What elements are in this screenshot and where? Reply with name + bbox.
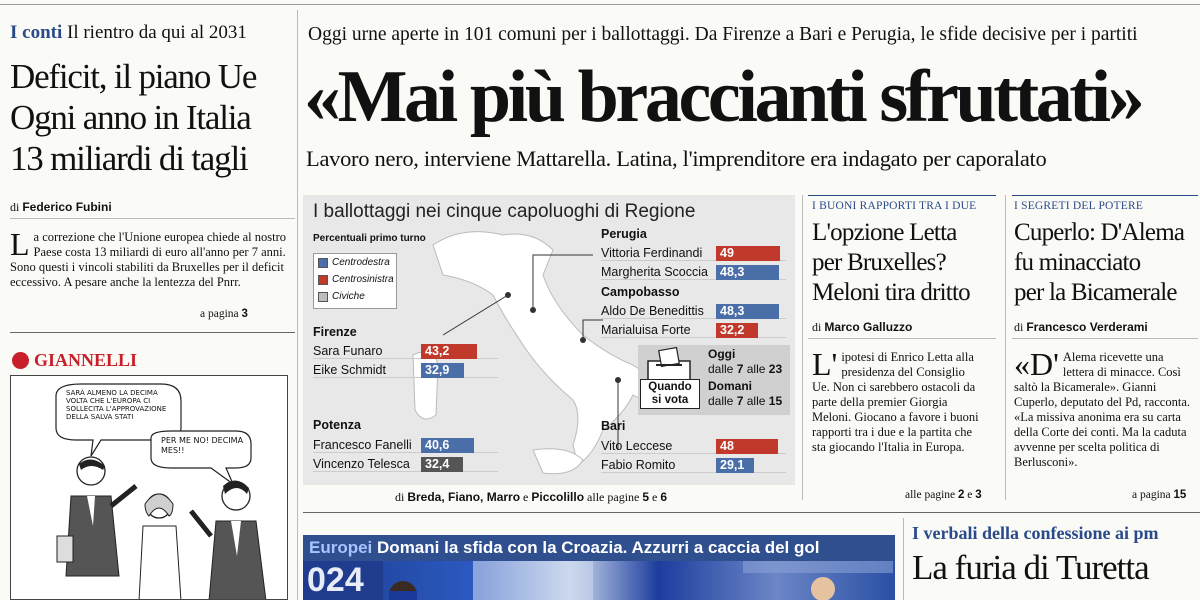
city-label: Campobasso [601, 285, 680, 299]
legend-title: Percentuali primo turno [313, 233, 426, 244]
left-headline-line: 13 miliardi di tagli [10, 139, 248, 178]
city-label: Bari [601, 419, 626, 433]
candidate-bar: 32,4 [421, 457, 463, 472]
candidate-bar: 29,1 [716, 458, 754, 473]
dropcap: «D' [1014, 346, 1059, 382]
football-photo-drawing [303, 561, 895, 600]
ballot-box-icon [642, 347, 696, 383]
letta-byline [812, 320, 912, 335]
red-dot-icon [12, 352, 29, 369]
column-divider [903, 518, 904, 600]
candidate-name: Marialuisa Forte [601, 323, 691, 337]
divider [10, 332, 295, 333]
left-body-text: a correzione che l'Unione europea chiede al nostro Paese costa 13 miliardi di euro all'anno per 7 anni. Sono questi i vincoli stabiliti da Bruxelles per il deficit eccessivo. A pesare anche la lentezza del Pnrr. [10, 230, 287, 289]
candidate-row [313, 361, 498, 378]
candidate-name: Vito Leccese [601, 439, 673, 453]
candidate-bar: 32,9 [421, 363, 464, 378]
dropcap: L' [812, 346, 838, 382]
legend-swatch [318, 292, 328, 302]
column-divider-left [297, 10, 298, 600]
credit-text: e [652, 490, 658, 504]
divider [10, 218, 295, 219]
page-ref-prefix: a pagina [1132, 489, 1171, 501]
verbali-headline[interactable]: La furia di Turetta [912, 548, 1149, 587]
credit-text: alle pagine [587, 490, 640, 504]
page-ref-number: 2 [958, 489, 965, 501]
vote-label-line: si vota [651, 394, 689, 406]
legend-label: Civiche [332, 291, 365, 302]
credit-page: 6 [660, 490, 668, 504]
byline-name: Marco Galluzzo [824, 320, 913, 334]
vote-hour: 7 [736, 394, 744, 408]
candidate-name: Fabio Romito [601, 458, 676, 472]
cuperlo-page-ref[interactable] [1132, 489, 1186, 501]
candidate-bar: 43,2 [421, 344, 477, 359]
cartoon [10, 375, 288, 600]
graphic-credit[interactable] [395, 490, 667, 505]
vote-label-line: Quando [648, 381, 692, 393]
candidate-bar: 48 [716, 439, 778, 454]
divider [1012, 338, 1198, 339]
divider [808, 338, 996, 339]
candidate-bar: 48,3 [716, 304, 779, 319]
letta-headline[interactable] [812, 218, 1002, 308]
candidate-name: Vincenzo Telesca [313, 457, 410, 471]
left-byline [10, 200, 112, 215]
column-divider [1005, 195, 1006, 500]
vote-time-text: dalle [708, 362, 734, 376]
left-headline-line: Ogni anno in Italia [10, 98, 251, 137]
candidate-bar: 49 [716, 246, 780, 261]
page-ref-number: 15 [1173, 489, 1187, 501]
vote-tomorrow [708, 379, 782, 409]
candidate-row [313, 455, 498, 472]
headline-line: fu minacciato [1014, 249, 1141, 276]
vote-hour: 7 [736, 362, 744, 376]
vote-time-text: alle [746, 394, 766, 408]
left-headline-line: Deficit, il piano Ue [10, 57, 257, 96]
credit-text: di [395, 490, 405, 504]
letta-body [812, 346, 982, 455]
cuperlo-kicker: I SEGRETI DEL POTERE [1014, 200, 1144, 212]
credit-text: e [523, 490, 529, 504]
divider [303, 512, 1200, 513]
divider [1012, 195, 1198, 196]
legend-item [314, 254, 396, 271]
page-ref-prefix: e [967, 489, 973, 501]
giannelli-title: GIANNELLI [34, 350, 138, 370]
legend [313, 253, 397, 309]
page-ref-prefix: alle pagine [905, 489, 956, 501]
legend-swatch [318, 275, 328, 285]
credit-authors: Breda, Fiano, Marro [407, 490, 521, 504]
credit-page: 5 [642, 490, 650, 504]
europei-text: Domani la sfida con la Croazia. Azzurri a caccia del gol [377, 538, 820, 557]
vote-hour: 15 [768, 394, 783, 408]
city-label: Firenze [313, 325, 357, 339]
page-ref-number: 3 [975, 489, 982, 501]
vote-schedule-box [638, 345, 790, 415]
europei-kicker: Europei [309, 538, 373, 557]
svg-text:024: 024 [307, 561, 364, 599]
legend-item [314, 288, 396, 305]
letta-body-text: ipotesi di Enrico Letta alla presidenza del Consiglio Ue. Non ci sarebbero ostacoli da parte della premier Giorgia Meloni. Giocano a favore i buoni rapporti tra i due e la partita che sta giocando l'Italia in Europa. [812, 350, 979, 454]
legend-label: Centrosinistra [332, 274, 394, 285]
vote-today [708, 347, 782, 377]
column-divider [802, 195, 803, 500]
vote-hour: 23 [768, 362, 783, 376]
candidate-row [601, 321, 786, 338]
vote-label [640, 379, 700, 409]
cuperlo-headline[interactable] [1014, 218, 1200, 308]
vote-day: Domani [708, 379, 753, 393]
cuperlo-body-text: Alema ricevette una lettera di minacce. Così saltò la Bicamerale». Gianni Cuperlo, deputato del Pd, racconta. «La missiva anonima era su carta della Corte dei conti. Ma la caduta avvenne per scelta politica di Berlusconi». [1014, 350, 1190, 469]
candidate-bar: 32,2 [716, 323, 758, 338]
headline-line: per la Bicamerale [1014, 279, 1177, 306]
headline-line: Meloni tira dritto [812, 279, 970, 306]
legend-label: Centrodestra [332, 257, 390, 268]
vote-day: Oggi [708, 347, 736, 361]
candidate-bar: 40,6 [421, 438, 474, 453]
dropcap: L [10, 226, 30, 262]
left-kicker-label: I conti [10, 22, 63, 43]
football-photo [303, 561, 895, 600]
left-headline[interactable] [10, 56, 295, 179]
page-ref-prefix: a pagina [200, 308, 239, 320]
headline-line: L'opzione Letta [812, 219, 957, 246]
speech-bubble-text: SARÀ ALMENO LA DECIMA VOLTA CHE L'EUROPA CI SOLLECITA L'APPROVAZIONE DELLA SALVA STATI [66, 389, 167, 421]
cuperlo-body [1014, 346, 1196, 470]
legend-swatch [318, 258, 328, 268]
left-kicker [10, 22, 247, 44]
headline-line: Cuperlo: D'Alema [1014, 219, 1185, 246]
left-page-ref[interactable] [200, 308, 248, 320]
legend-item [314, 271, 396, 288]
speech-bubble-text: PER ME NO! DECIMA MES!! [161, 436, 244, 455]
credit-authors: Piccolillo [531, 490, 585, 504]
ballottaggi-infographic [303, 195, 795, 485]
main-subhead: Lavoro nero, interviene Mattarella. Latina, l'imprenditore era indagato per caporalato [306, 146, 1047, 171]
giannelli-header [12, 350, 137, 371]
candidate-name: Francesco Fanelli [313, 438, 412, 452]
vote-time-text: alle [746, 362, 766, 376]
graphic-title: I ballottaggi nei cinque capoluoghi di Regione [313, 201, 696, 222]
left-kicker-text: Il rientro da qui al 2031 [67, 22, 247, 43]
candidate-name: Aldo De Benedittis [601, 304, 704, 318]
main-headline[interactable]: «Mai più braccianti sfruttati» [304, 56, 1142, 138]
byline-prefix: di [10, 200, 20, 214]
cuperlo-byline [1014, 320, 1148, 335]
left-body [10, 226, 290, 290]
europei-banner[interactable] [303, 535, 895, 561]
candidate-name: Margherita Scoccia [601, 265, 708, 279]
candidate-bar: 48,3 [716, 265, 779, 280]
candidate-name: Sara Funaro [313, 344, 383, 358]
candidate-name: Vittoria Ferdinandi [601, 246, 703, 260]
byline-prefix: di [812, 320, 822, 334]
byline-prefix: di [1014, 320, 1024, 334]
byline-name: Federico Fubini [22, 200, 112, 214]
byline-name: Francesco Verderami [1026, 320, 1148, 334]
main-kicker: Oggi urne aperte in 101 comuni per i ballottaggi. Da Firenze a Bari e Perugia, le sfide decisive per i partiti [308, 24, 1138, 45]
divider [808, 195, 996, 196]
headline-line: per Bruxelles? [812, 249, 946, 276]
verbali-kicker: I verbali della confessione ai pm [912, 523, 1159, 543]
page-ref-number: 3 [241, 308, 248, 320]
city-label: Potenza [313, 418, 361, 432]
city-label: Perugia [601, 227, 647, 241]
candidate-name: Eike Schmidt [313, 363, 386, 377]
candidate-row [601, 456, 786, 473]
top-rule [0, 4, 1200, 5]
letta-page-ref[interactable] [905, 489, 982, 501]
letta-kicker: I BUONI RAPPORTI TRA I DUE [812, 200, 977, 212]
vote-time-text: dalle [708, 394, 734, 408]
